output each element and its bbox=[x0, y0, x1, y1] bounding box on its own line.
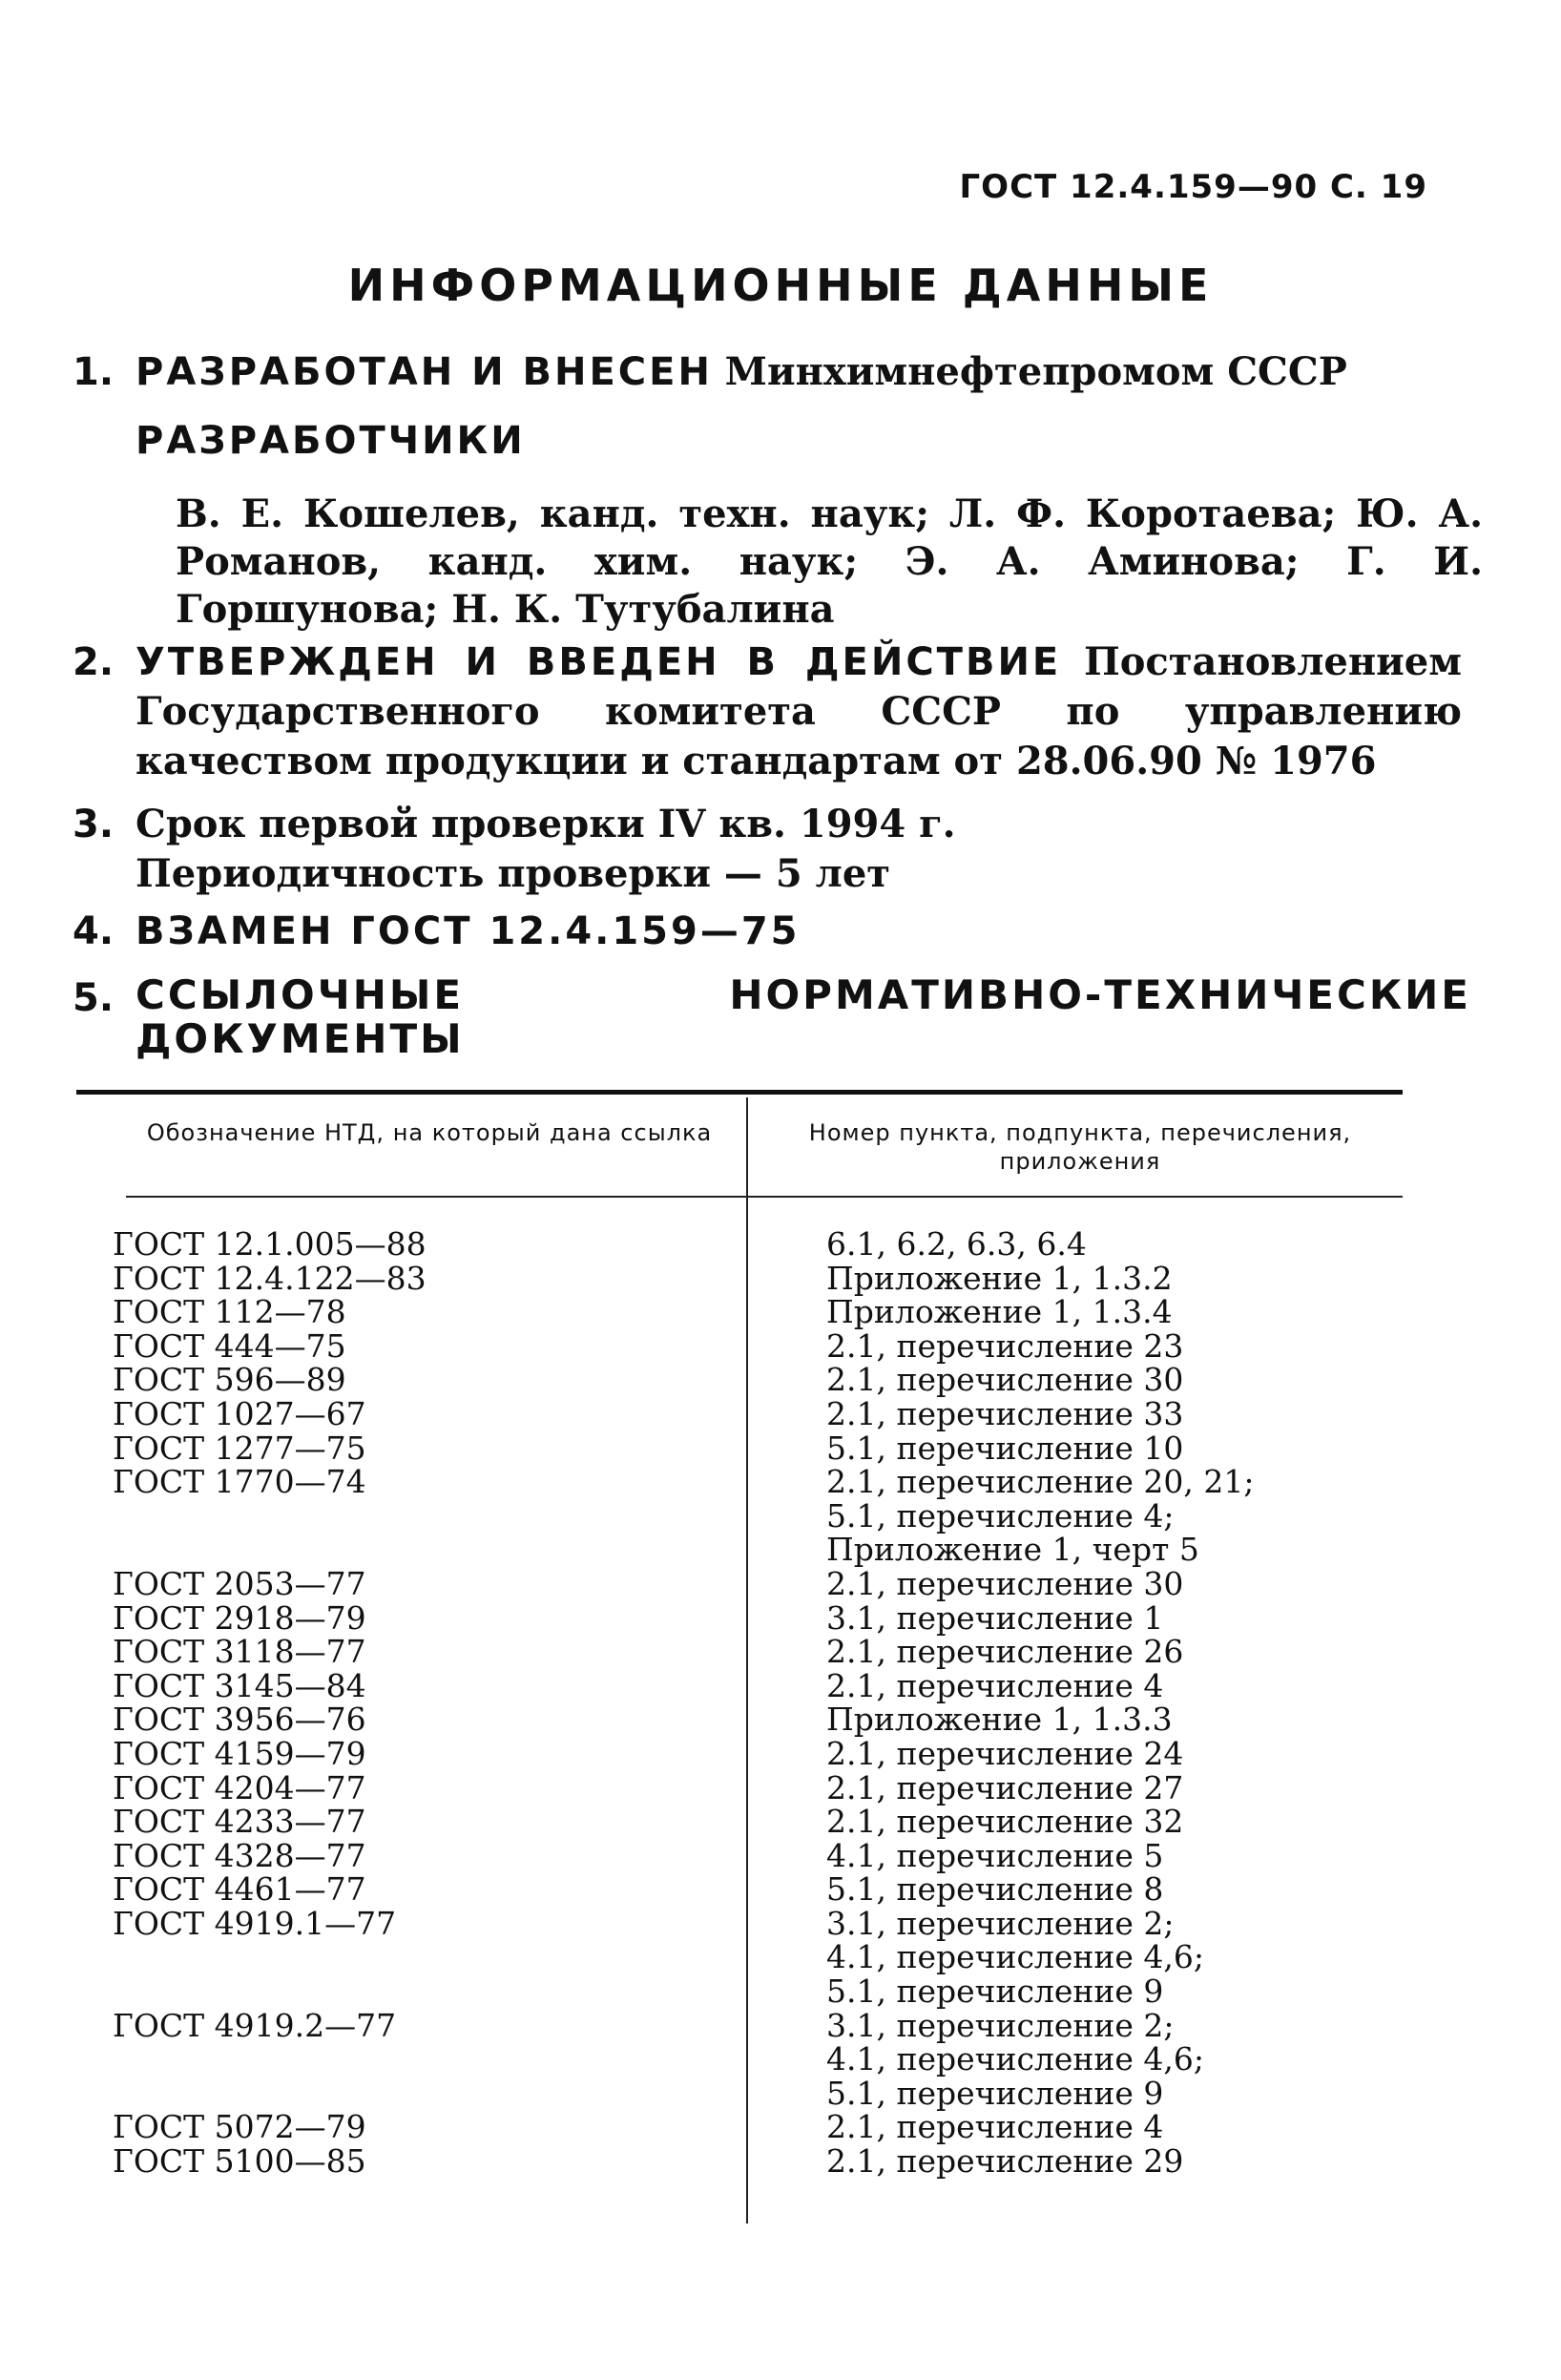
cell-document: ГОСТ 5072—79 bbox=[113, 2108, 366, 2146]
cell-document: ГОСТ 2918—79 bbox=[113, 1598, 366, 1637]
cell-reference: 2.1, перечисление 4 bbox=[826, 1666, 1164, 1704]
table-row bbox=[0, 1496, 1561, 1534]
table-row bbox=[0, 1598, 1561, 1637]
table-row bbox=[0, 1974, 1561, 2009]
table-row bbox=[0, 1904, 1561, 1942]
item-number: 2. bbox=[73, 640, 114, 684]
item-number: 4. bbox=[73, 909, 114, 953]
cell-reference: 4.1, перечисление 4,6; bbox=[826, 2040, 1205, 2078]
cell-reference: Приложение 1, черт 5 bbox=[826, 1531, 1199, 1569]
table-row bbox=[0, 1259, 1561, 1297]
cell-document: ГОСТ 3118—77 bbox=[113, 1633, 366, 1671]
cell-document: ГОСТ 444—75 bbox=[113, 1326, 346, 1365]
table-header-clause: Номер пункта, подпункта, перечисления, приложения bbox=[808, 1119, 1352, 1175]
cell-document: ГОСТ 5100—85 bbox=[113, 2142, 366, 2181]
cell-reference: 2.1, перечисление 24 bbox=[826, 1734, 1184, 1772]
cell-reference: 5.1, перечисление 9 bbox=[826, 2074, 1164, 2112]
cell-reference: 3.1, перечисление 1 bbox=[826, 1598, 1164, 1637]
table-row bbox=[0, 1227, 1561, 1262]
cell-reference: 3.1, перечисление 2; bbox=[826, 1904, 1175, 1942]
table-header-rule bbox=[126, 1196, 1403, 1198]
cell-reference: 2.1, перечисление 29 bbox=[826, 2142, 1184, 2181]
cell-document: ГОСТ 12.1.005—88 bbox=[113, 1225, 427, 1263]
developers-heading: РАЗРАБОТЧИКИ bbox=[135, 419, 526, 463]
table-row bbox=[0, 1805, 1561, 1839]
cell-reference: 5.1, перечисление 9 bbox=[826, 1973, 1164, 2011]
item-body bbox=[135, 347, 1471, 397]
item-lead: РАЗРАБОТАН И ВНЕСЕН bbox=[135, 350, 713, 394]
item-text: Минхимнефтепромом СССР bbox=[724, 349, 1347, 394]
cell-document: ГОСТ 2053—77 bbox=[113, 1564, 366, 1602]
item-text: ССЫЛОЧНЫЕ НОРМАТИВНО-ТЕХНИЧЕСКИЕ ДОКУМЕНТЫ bbox=[135, 971, 1471, 1062]
item-text: Постановлением Государственного комитета СССР по управлению качеством продукции и стандартам от 28.06.90 № 1976 bbox=[135, 639, 1462, 783]
cell-document: ГОСТ 4233—77 bbox=[113, 1803, 366, 1841]
cell-reference: 4.1, перечисление 4,6; bbox=[826, 1938, 1205, 1976]
cell-document: ГОСТ 12.4.122—83 bbox=[113, 1259, 427, 1297]
cell-document: ГОСТ 1027—67 bbox=[113, 1394, 366, 1432]
cell-document: ГОСТ 4328—77 bbox=[113, 1836, 366, 1874]
table-row bbox=[0, 2042, 1561, 2077]
item-body bbox=[135, 637, 1462, 786]
table-row bbox=[0, 2074, 1561, 2112]
developers-list: В. Е. Кошелев, канд. техн. наук; Л. Ф. Коротаева; Ю. А. Романов, канд. хим. наук; Э. А. Аминова; Г. И. Горшунова; Н. К. Тутубалина bbox=[176, 491, 1483, 632]
table-row bbox=[0, 1768, 1561, 1806]
table-row bbox=[0, 1394, 1561, 1432]
item-body bbox=[135, 800, 1471, 899]
table-row bbox=[0, 1564, 1561, 1602]
table-row bbox=[0, 2110, 1561, 2144]
table-row bbox=[0, 1533, 1561, 1567]
table-row bbox=[0, 2006, 1561, 2044]
cell-reference: Приложение 1, 1.3.3 bbox=[826, 1701, 1173, 1739]
table-row bbox=[0, 1702, 1561, 1737]
cell-reference: 5.1, перечисление 8 bbox=[826, 1870, 1164, 1909]
cell-reference: 4.1, перечисление 5 bbox=[826, 1836, 1164, 1874]
page-title: ИНФОРМАЦИОННЫЕ ДАННЫЕ bbox=[347, 260, 1214, 311]
cell-reference: 2.1, перечисление 30 bbox=[826, 1564, 1184, 1602]
cell-reference: 2.1, перечисление 32 bbox=[826, 1803, 1184, 1841]
table-top-rule bbox=[76, 1090, 1403, 1095]
table-row bbox=[0, 1836, 1561, 1874]
cell-document: ГОСТ 1770—74 bbox=[113, 1463, 366, 1501]
cell-document: ГОСТ 1277—75 bbox=[113, 1429, 366, 1467]
table-row bbox=[0, 1940, 1561, 1974]
item-text: ВЗАМЕН ГОСТ 12.4.159—75 bbox=[135, 909, 801, 953]
cell-document: ГОСТ 4919.2—77 bbox=[113, 2006, 397, 2044]
cell-document: ГОСТ 4159—79 bbox=[113, 1734, 366, 1772]
cell-document: ГОСТ 3145—84 bbox=[113, 1666, 366, 1704]
cell-reference: 3.1, перечисление 2; bbox=[826, 2006, 1175, 2044]
cell-document: ГОСТ 4461—77 bbox=[113, 1870, 366, 1909]
table-row bbox=[0, 1734, 1561, 1772]
cell-reference: 2.1, перечисление 30 bbox=[826, 1361, 1184, 1399]
cell-document: ГОСТ 596—89 bbox=[113, 1361, 346, 1399]
cell-document: ГОСТ 112—78 bbox=[113, 1293, 346, 1331]
table-row bbox=[0, 1666, 1561, 1704]
table-row bbox=[0, 1326, 1561, 1365]
cell-reference: Приложение 1, 1.3.4 bbox=[826, 1293, 1173, 1331]
cell-reference: 5.1, перечисление 4; bbox=[826, 1496, 1175, 1534]
table-row bbox=[0, 1363, 1561, 1397]
cell-reference: 2.1, перечисление 26 bbox=[826, 1633, 1184, 1671]
item-lead: УТВЕРЖДЕН И ВВЕДЕН В ДЕЙСТВИЕ bbox=[135, 640, 1062, 684]
cell-reference: 2.1, перечисление 20, 21; bbox=[826, 1463, 1255, 1501]
item-line: Периодичность проверки — 5 лет bbox=[135, 851, 891, 896]
cell-document: ГОСТ 3956—76 bbox=[113, 1701, 366, 1739]
cell-reference: 6.1, 6.2, 6.3, 6.4 bbox=[826, 1225, 1087, 1263]
table-row bbox=[0, 1295, 1561, 1329]
cell-reference: 2.1, перечисление 4 bbox=[826, 2108, 1164, 2146]
table-row bbox=[0, 1872, 1561, 1907]
table-row bbox=[0, 2144, 1561, 2179]
table-header-designation: Обозначение НТД, на который дана ссылка bbox=[146, 1119, 713, 1146]
page-header: ГОСТ 12.4.159—90 С. 19 bbox=[959, 168, 1427, 206]
cell-document: ГОСТ 4919.1—77 bbox=[113, 1904, 397, 1942]
table-row bbox=[0, 1465, 1561, 1499]
cell-reference: 2.1, перечисление 27 bbox=[826, 1768, 1184, 1806]
table-row bbox=[0, 1431, 1561, 1466]
item-number: 1. bbox=[73, 350, 114, 394]
cell-reference: 5.1, перечисление 10 bbox=[826, 1429, 1184, 1467]
cell-document: ГОСТ 4204—77 bbox=[113, 1768, 366, 1806]
cell-reference: Приложение 1, 1.3.2 bbox=[826, 1259, 1173, 1297]
cell-reference: 2.1, перечисление 33 bbox=[826, 1394, 1184, 1432]
item-line: Срок первой проверки IV кв. 1994 г. bbox=[135, 802, 956, 846]
item-number: 5. bbox=[73, 976, 114, 1020]
table-body bbox=[0, 1227, 1561, 2179]
table-row bbox=[0, 1635, 1561, 1669]
cell-reference: 2.1, перечисление 23 bbox=[826, 1326, 1184, 1365]
item-number: 3. bbox=[73, 803, 114, 846]
